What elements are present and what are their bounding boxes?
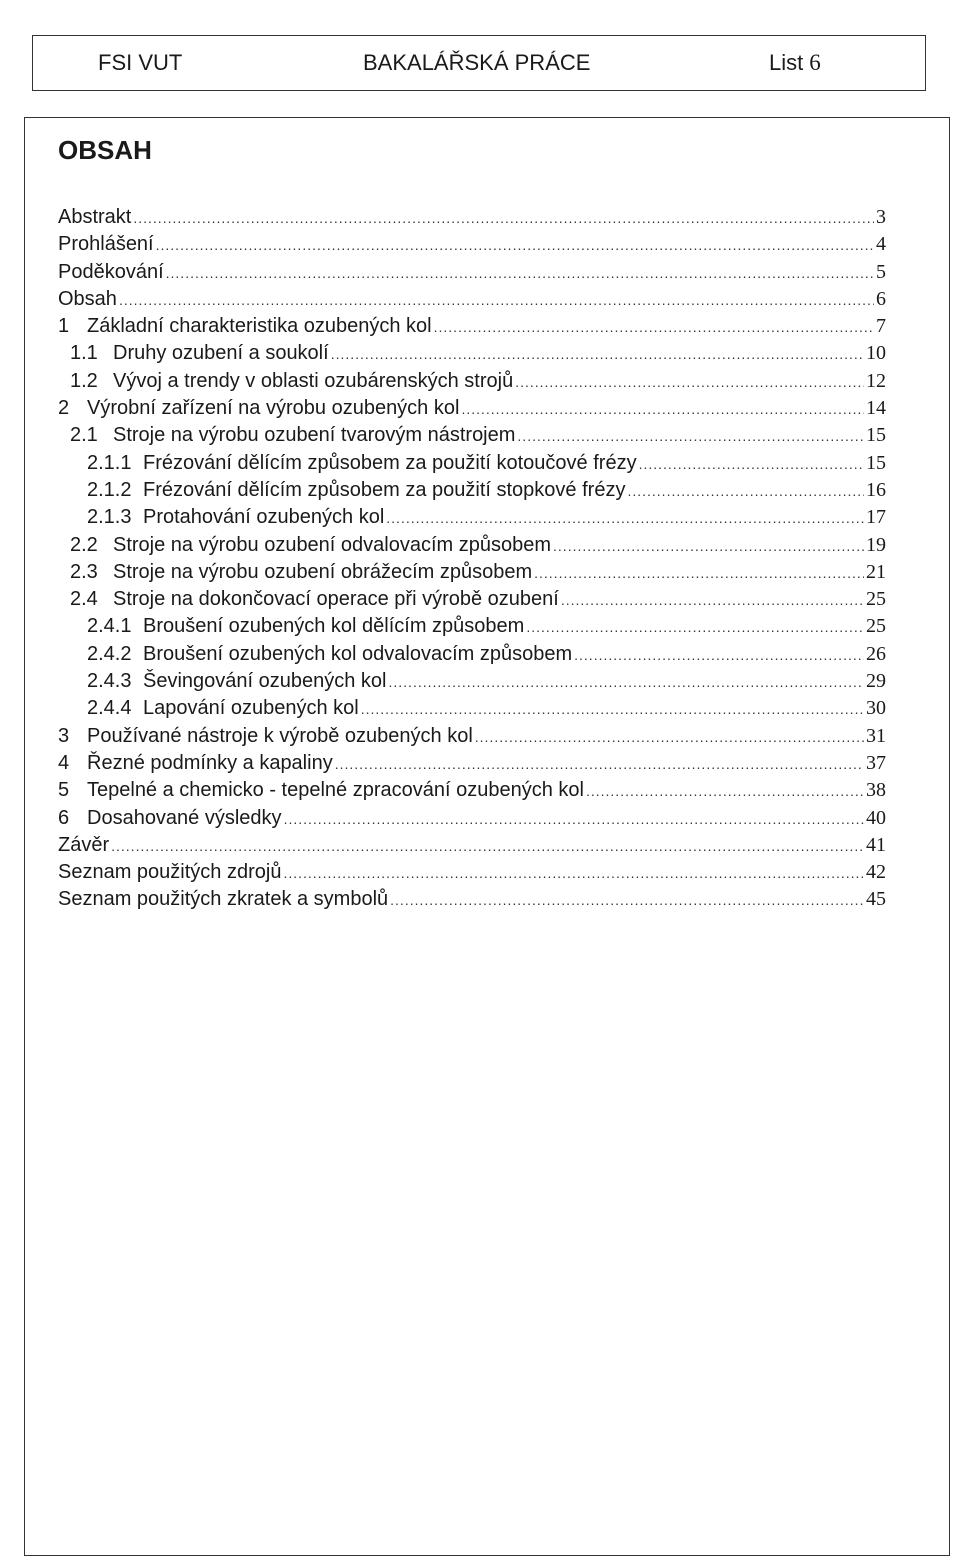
toc-entry-page: 41 bbox=[866, 833, 886, 856]
toc-entry-number: 2.1.3 bbox=[87, 506, 132, 529]
toc-entry[interactable] bbox=[58, 204, 886, 231]
header-page-number: 6 bbox=[809, 50, 821, 75]
toc-entry-number: 1 bbox=[58, 315, 70, 338]
toc-entry[interactable] bbox=[58, 559, 886, 586]
toc-entry-title: Stroje na výrobu ozubení tvarovým nástrojem bbox=[113, 424, 516, 447]
toc-entry-number: 2.4.4 bbox=[87, 697, 132, 720]
toc-entry-page: 3 bbox=[876, 206, 886, 228]
toc-entry-number: 4 bbox=[58, 751, 70, 774]
toc-dot-leader bbox=[534, 560, 864, 587]
toc-entry[interactable] bbox=[58, 723, 886, 750]
toc-entry-number: 5 bbox=[58, 779, 70, 802]
toc-entry[interactable] bbox=[58, 259, 886, 286]
toc-entry-page: 29 bbox=[866, 670, 886, 693]
toc-entry[interactable] bbox=[58, 340, 886, 367]
toc-dot-leader bbox=[515, 369, 864, 396]
toc-entry-page: 16 bbox=[866, 478, 886, 501]
toc-dot-leader bbox=[627, 478, 864, 505]
toc-entry-number: 2 bbox=[58, 397, 70, 420]
toc-dot-leader bbox=[526, 614, 864, 641]
toc-entry-page: 14 bbox=[866, 397, 886, 420]
toc-entry-title: Dosahované výsledky bbox=[87, 806, 282, 829]
toc-dot-leader bbox=[574, 642, 864, 669]
toc-entry-page: 38 bbox=[866, 779, 886, 802]
toc-entry-title: Používané nástroje k výrobě ozubených kol bbox=[87, 724, 473, 747]
toc-entry-title: Obsah bbox=[58, 287, 117, 310]
toc-entry-page: 12 bbox=[866, 369, 886, 392]
toc-entry-page: 30 bbox=[866, 697, 886, 720]
toc-entry-title: Tepelné a chemicko - tepelné zpracování ozubených kol bbox=[87, 779, 584, 802]
toc-dot-leader bbox=[561, 587, 864, 614]
toc-entry-page: 7 bbox=[876, 315, 886, 338]
toc-dot-leader bbox=[389, 669, 865, 696]
toc-dot-leader bbox=[434, 314, 874, 341]
toc-entry-number: 3 bbox=[58, 724, 70, 747]
toc-dot-leader bbox=[475, 724, 864, 751]
toc-entry-page: 15 bbox=[866, 424, 886, 447]
toc-entry-title: Poděkování bbox=[58, 260, 164, 283]
toc-entry[interactable] bbox=[58, 777, 886, 804]
toc-entry-number: 1.2 bbox=[70, 369, 98, 392]
page-header bbox=[32, 35, 926, 91]
toc-entry-number: 2.1 bbox=[70, 424, 98, 447]
toc-entry-number: 6 bbox=[58, 806, 70, 829]
toc-dot-leader bbox=[586, 778, 864, 805]
toc-entry-page: 40 bbox=[866, 806, 886, 829]
toc-entry[interactable] bbox=[58, 231, 886, 258]
toc-entry[interactable] bbox=[58, 695, 886, 722]
toc-entry-page: 5 bbox=[876, 260, 886, 283]
toc-entry[interactable] bbox=[58, 750, 886, 777]
toc-entry-page: 45 bbox=[866, 888, 886, 911]
toc-entry-page: 37 bbox=[866, 751, 886, 774]
toc-entry-title: Závěr bbox=[58, 833, 110, 856]
header-faculty: FSI VUT bbox=[98, 50, 183, 75]
toc-dot-leader bbox=[553, 533, 864, 560]
header-document-type: BAKALÁŘSKÁ PRÁCE bbox=[363, 50, 591, 75]
toc-entry-number: 2.4 bbox=[70, 588, 98, 611]
toc-entry-title: Stroje na dokončovací operace při výrobě ozubení bbox=[113, 588, 559, 611]
toc-entry-number: 2.4.2 bbox=[87, 642, 132, 665]
toc-dot-leader bbox=[156, 232, 874, 259]
toc-entry-title: Frézování dělícím způsobem za použití kotoučové frézy bbox=[143, 451, 637, 474]
header-page-label bbox=[769, 50, 821, 76]
toc-entry-number: 2.2 bbox=[70, 533, 98, 556]
toc-dot-leader bbox=[166, 260, 874, 287]
toc-dot-leader bbox=[390, 887, 864, 914]
toc-entry-number: 2.1.1 bbox=[87, 451, 132, 474]
toc-entry-title: Broušení ozubených kol odvalovacím způsobem bbox=[143, 642, 573, 665]
toc-entry-page: 25 bbox=[866, 588, 886, 611]
toc-entry[interactable] bbox=[58, 586, 886, 613]
toc-entry-page: 17 bbox=[866, 506, 886, 529]
toc-entry-page: 19 bbox=[866, 533, 886, 556]
toc-dot-leader bbox=[386, 505, 864, 532]
toc-entry-title: Stroje na výrobu ozubení obrážecím způsobem bbox=[113, 560, 533, 583]
table-of-contents bbox=[58, 204, 886, 914]
toc-dot-leader bbox=[331, 341, 864, 368]
toc-dot-leader bbox=[517, 423, 864, 450]
toc-dot-leader bbox=[133, 205, 874, 232]
toc-entry[interactable] bbox=[58, 641, 886, 668]
toc-entry-page: 10 bbox=[866, 342, 886, 365]
toc-entry[interactable] bbox=[58, 395, 886, 422]
toc-entry[interactable] bbox=[58, 805, 886, 832]
toc-entry-title: Řezné podmínky a kapaliny bbox=[87, 751, 333, 774]
toc-entry-number: 2.3 bbox=[70, 560, 98, 583]
toc-entry[interactable] bbox=[58, 832, 886, 859]
toc-entry-page: 31 bbox=[866, 724, 886, 747]
toc-entry-page: 15 bbox=[866, 451, 886, 474]
toc-entry-page: 4 bbox=[876, 233, 886, 256]
toc-dot-leader bbox=[111, 833, 864, 860]
toc-title: OBSAH bbox=[58, 135, 152, 165]
toc-entry-title: Seznam použitých zdrojů bbox=[58, 861, 282, 884]
toc-entry[interactable] bbox=[58, 286, 886, 313]
toc-entry[interactable] bbox=[58, 422, 886, 449]
toc-entry-title: Abstrakt bbox=[58, 206, 132, 228]
toc-entry-number: 2.4.3 bbox=[87, 670, 132, 693]
toc-entry[interactable] bbox=[58, 859, 886, 886]
toc-entry-number: 2.4.1 bbox=[87, 615, 132, 638]
toc-dot-leader bbox=[361, 696, 864, 723]
toc-entry-title: Frézování dělícím způsobem za použití stopkové frézy bbox=[143, 478, 626, 501]
toc-dot-leader bbox=[335, 751, 864, 778]
toc-entry-page: 6 bbox=[876, 287, 886, 310]
toc-entry-title: Prohlášení bbox=[58, 233, 154, 256]
header-list-label: List bbox=[769, 50, 804, 75]
toc-entry-title: Základní charakteristika ozubených kol bbox=[87, 315, 432, 338]
toc-dot-leader bbox=[461, 396, 864, 423]
toc-entry-number: 2.1.2 bbox=[87, 478, 132, 501]
toc-entry-title: Broušení ozubených kol dělícím způsobem bbox=[143, 615, 525, 638]
toc-dot-leader bbox=[283, 860, 864, 887]
toc-entry-title: Ševingování ozubených kol bbox=[143, 670, 387, 693]
toc-entry[interactable] bbox=[58, 886, 886, 913]
toc-entry[interactable] bbox=[58, 532, 886, 559]
toc-entry-title: Vývoj a trendy v oblasti ozubárenských strojů bbox=[113, 369, 514, 392]
toc-entry[interactable] bbox=[58, 613, 886, 640]
toc-entry-title: Seznam použitých zkratek a symbolů bbox=[58, 888, 389, 911]
toc-dot-leader bbox=[284, 806, 864, 833]
toc-entry-title: Protahování ozubených kol bbox=[143, 506, 385, 529]
toc-entry-title: Stroje na výrobu ozubení odvalovacím způsobem bbox=[113, 533, 552, 556]
toc-entry-page: 21 bbox=[866, 560, 886, 583]
toc-entry[interactable] bbox=[58, 504, 886, 531]
toc-entry[interactable] bbox=[58, 313, 886, 340]
toc-dot-leader bbox=[119, 287, 874, 314]
toc-entry-page: 26 bbox=[866, 642, 886, 665]
toc-entry-title: Výrobní zařízení na výrobu ozubených kol bbox=[87, 397, 460, 420]
toc-entry-title: Lapování ozubených kol bbox=[143, 697, 359, 720]
toc-entry-number: 1.1 bbox=[70, 342, 98, 365]
toc-entry-page: 25 bbox=[866, 615, 886, 638]
toc-entry[interactable] bbox=[58, 368, 886, 395]
toc-entry[interactable] bbox=[58, 450, 886, 477]
toc-entry[interactable] bbox=[58, 668, 886, 695]
toc-dot-leader bbox=[639, 451, 864, 478]
toc-entry[interactable] bbox=[58, 477, 886, 504]
toc-entry-page: 42 bbox=[866, 861, 886, 884]
toc-entry-title: Druhy ozubení a soukolí bbox=[113, 342, 329, 365]
